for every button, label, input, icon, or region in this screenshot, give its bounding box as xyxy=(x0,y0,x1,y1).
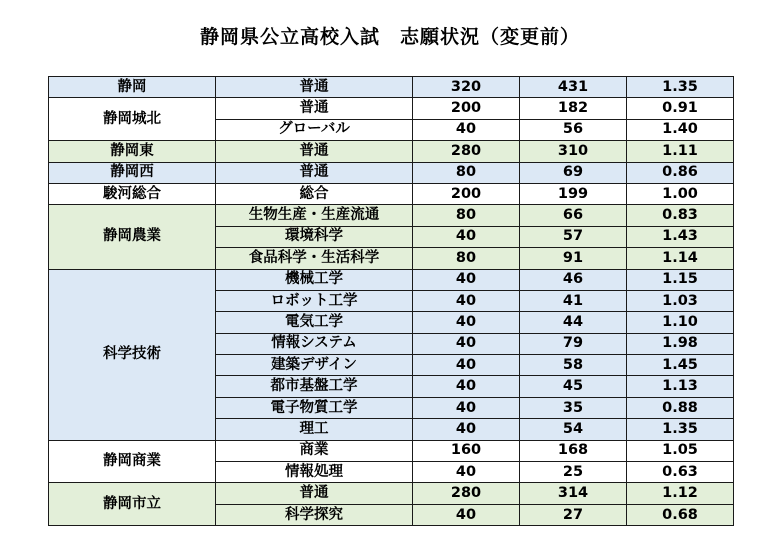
applicants-cell: 44 xyxy=(520,312,627,333)
ratio-cell: 0.86 xyxy=(627,162,734,183)
course-cell: 普通 xyxy=(216,98,413,119)
course-cell: 電子物質工学 xyxy=(216,397,413,418)
quota-cell: 80 xyxy=(413,248,520,269)
ratio-cell: 1.15 xyxy=(627,269,734,290)
course-cell: 電気工学 xyxy=(216,312,413,333)
quota-cell: 80 xyxy=(413,162,520,183)
course-cell: 科学探究 xyxy=(216,504,413,525)
quota-cell: 40 xyxy=(413,312,520,333)
quota-cell: 40 xyxy=(413,376,520,397)
quota-cell: 40 xyxy=(413,462,520,483)
course-cell: 都市基盤工学 xyxy=(216,376,413,397)
applicants-cell: 27 xyxy=(520,504,627,525)
ratio-cell: 1.40 xyxy=(627,119,734,140)
quota-cell: 40 xyxy=(413,504,520,525)
quota-cell: 40 xyxy=(413,419,520,440)
table-body xyxy=(49,77,734,526)
course-cell: 環境科学 xyxy=(216,226,413,247)
course-cell: 理工 xyxy=(216,419,413,440)
quota-cell: 280 xyxy=(413,483,520,504)
ratio-cell: 0.83 xyxy=(627,205,734,226)
quota-cell: 40 xyxy=(413,269,520,290)
ratio-cell: 1.35 xyxy=(627,419,734,440)
course-cell: 建築デザイン xyxy=(216,355,413,376)
quota-cell: 40 xyxy=(413,119,520,140)
school-name-cell: 静岡 xyxy=(49,77,216,98)
ratio-cell: 1.12 xyxy=(627,483,734,504)
ratio-cell: 1.35 xyxy=(627,77,734,98)
applicants-cell: 69 xyxy=(520,162,627,183)
school-name-cell: 静岡農業 xyxy=(49,205,216,269)
table-row xyxy=(49,440,734,461)
ratio-cell: 0.63 xyxy=(627,462,734,483)
table-row xyxy=(49,98,734,119)
table-row xyxy=(49,483,734,504)
ratio-cell: 0.88 xyxy=(627,397,734,418)
course-cell: 食品科学・生活科学 xyxy=(216,248,413,269)
applicants-cell: 46 xyxy=(520,269,627,290)
school-name-cell: 静岡東 xyxy=(49,141,216,162)
applicants-cell: 79 xyxy=(520,333,627,354)
quota-cell: 40 xyxy=(413,226,520,247)
table-row xyxy=(49,183,734,204)
ratio-cell: 1.45 xyxy=(627,355,734,376)
school-name-cell: 科学技術 xyxy=(49,269,216,440)
quota-cell: 280 xyxy=(413,141,520,162)
quota-cell: 80 xyxy=(413,205,520,226)
quota-cell: 40 xyxy=(413,333,520,354)
applicants-cell: 182 xyxy=(520,98,627,119)
course-cell: 生物生産・生産流通 xyxy=(216,205,413,226)
applicants-cell: 45 xyxy=(520,376,627,397)
course-cell: 普通 xyxy=(216,162,413,183)
ratio-cell: 1.43 xyxy=(627,226,734,247)
table-row xyxy=(49,162,734,183)
table-row xyxy=(49,77,734,98)
ratio-cell: 1.00 xyxy=(627,183,734,204)
school-name-cell: 静岡城北 xyxy=(49,98,216,141)
course-cell: 普通 xyxy=(216,77,413,98)
course-cell: ロボット工学 xyxy=(216,290,413,311)
table-row xyxy=(49,205,734,226)
quota-cell: 320 xyxy=(413,77,520,98)
ratio-cell: 1.05 xyxy=(627,440,734,461)
course-cell: 情報システム xyxy=(216,333,413,354)
applicants-cell: 314 xyxy=(520,483,627,504)
course-cell: 総合 xyxy=(216,183,413,204)
course-cell: 商業 xyxy=(216,440,413,461)
applicants-cell: 54 xyxy=(520,419,627,440)
table-row xyxy=(49,269,734,290)
applicants-cell: 66 xyxy=(520,205,627,226)
quota-cell: 40 xyxy=(413,355,520,376)
applicants-cell: 199 xyxy=(520,183,627,204)
course-cell: 普通 xyxy=(216,141,413,162)
applicants-cell: 58 xyxy=(520,355,627,376)
course-cell: グローバル xyxy=(216,119,413,140)
ratio-cell: 1.10 xyxy=(627,312,734,333)
applicants-cell: 168 xyxy=(520,440,627,461)
quota-cell: 160 xyxy=(413,440,520,461)
application-status-table xyxy=(48,76,734,526)
quota-cell: 40 xyxy=(413,290,520,311)
ratio-cell: 0.91 xyxy=(627,98,734,119)
applicants-cell: 25 xyxy=(520,462,627,483)
ratio-cell: 1.13 xyxy=(627,376,734,397)
course-cell: 機械工学 xyxy=(216,269,413,290)
applicants-cell: 35 xyxy=(520,397,627,418)
school-name-cell: 静岡西 xyxy=(49,162,216,183)
school-name-cell: 静岡商業 xyxy=(49,440,216,483)
applicants-cell: 57 xyxy=(520,226,627,247)
ratio-cell: 0.68 xyxy=(627,504,734,525)
ratio-cell: 1.98 xyxy=(627,333,734,354)
course-cell: 情報処理 xyxy=(216,462,413,483)
quota-cell: 200 xyxy=(413,98,520,119)
ratio-cell: 1.14 xyxy=(627,248,734,269)
table-row xyxy=(49,141,734,162)
ratio-cell: 1.03 xyxy=(627,290,734,311)
ratio-cell: 1.11 xyxy=(627,141,734,162)
applicants-cell: 56 xyxy=(520,119,627,140)
quota-cell: 200 xyxy=(413,183,520,204)
applicants-cell: 310 xyxy=(520,141,627,162)
course-cell: 普通 xyxy=(216,483,413,504)
applicants-cell: 431 xyxy=(520,77,627,98)
page-title: 静岡県公立高校入試 志願状況（変更前） xyxy=(199,26,580,48)
school-name-cell: 静岡市立 xyxy=(49,483,216,526)
applicants-cell: 91 xyxy=(520,248,627,269)
applicants-cell: 41 xyxy=(520,290,627,311)
quota-cell: 40 xyxy=(413,397,520,418)
school-name-cell: 駿河総合 xyxy=(49,183,216,204)
